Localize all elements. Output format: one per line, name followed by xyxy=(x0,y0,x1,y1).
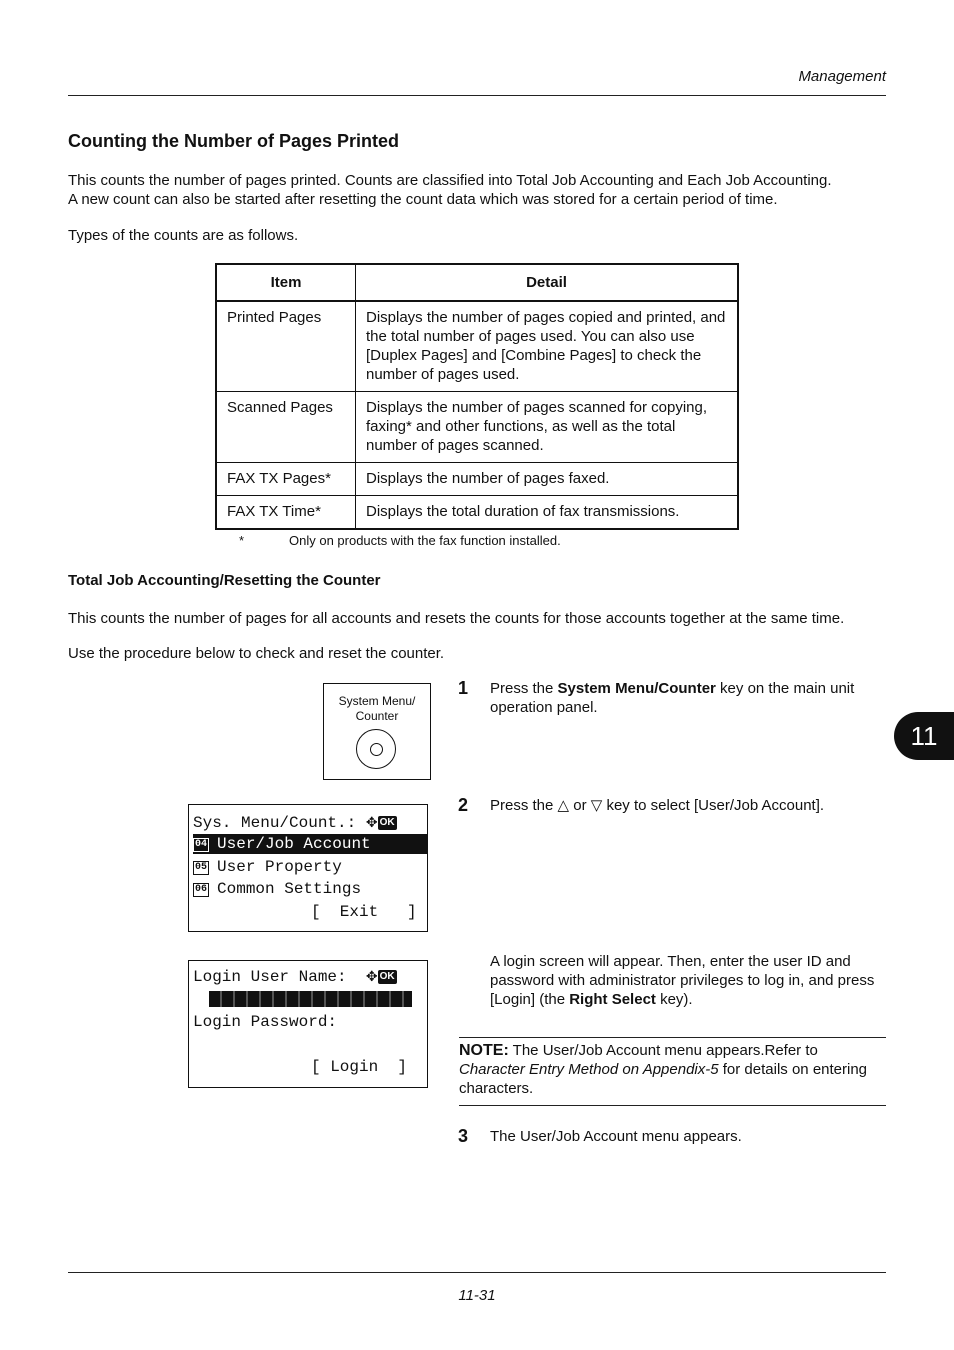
table-cell-item: FAX TX Time* xyxy=(216,496,356,530)
table-cell-detail: Displays the number of pages faxed. xyxy=(356,463,739,496)
intro-line-1: This counts the number of pages printed. Counts are classified into Total Job Accounting and Each Job Accounting. xyxy=(68,172,832,189)
table-cell-detail: Displays the number of pages scanned for copying, faxing* and other functions, as well as the total number of pages scanned. xyxy=(356,392,739,463)
lcd-system-menu-screen xyxy=(188,804,428,932)
round-key-icon xyxy=(356,729,396,769)
table-cell-detail: Displays the number of pages copied and printed, and the total number of pages used. You can also use [Duplex Pages] and [Combine Pages] to check the number of pages used. xyxy=(356,301,739,392)
system-menu-counter-key-illustration xyxy=(323,683,431,780)
table-cell-detail: Displays the total duration of fax transmissions. xyxy=(356,496,739,530)
step-number-2: 2 xyxy=(458,795,469,815)
lcd-softkey-exit: [ Exit ] xyxy=(311,903,417,921)
footnote-mark: * xyxy=(239,533,245,548)
step-text-3: The User/Job Account menu appears. xyxy=(490,1128,742,1145)
note-bottom-rule xyxy=(459,1105,886,1106)
section-title: Counting the Number of Pages Printed xyxy=(68,131,400,151)
step-text-1: Press the System Menu/Counter key on the main unit operation panel. xyxy=(490,680,855,716)
panel-key-label xyxy=(324,694,430,724)
note-top-rule xyxy=(459,1037,886,1038)
lcd-menu-item-selected: 04 User/Job Account xyxy=(193,834,427,854)
footer-rule xyxy=(68,1272,886,1273)
lcd-title-row: Sys. Menu/Count.: ✥ OK xyxy=(193,814,395,832)
lcd-login-screen xyxy=(188,960,428,1088)
lcd-login-title-row: Login User Name: ✥ OK xyxy=(193,968,395,986)
ok-icon: OK xyxy=(379,971,395,982)
footnote-text: Only on products with the fax function installed. xyxy=(289,533,561,548)
intro-line-2: A new count can also be started after resetting the count data which was stored for a certain period of time. xyxy=(68,191,778,208)
step-number-3: 3 xyxy=(458,1126,469,1146)
table-cell-item: Scanned Pages xyxy=(216,392,356,463)
table-row xyxy=(216,463,738,496)
table-cell-item: FAX TX Pages* xyxy=(216,463,356,496)
column-header-detail: Detail xyxy=(356,264,739,301)
table-header-row xyxy=(216,264,738,301)
column-header-item: Item xyxy=(216,264,356,301)
panel-label-line-1: System Menu/ xyxy=(338,694,416,708)
table-cell-item: Printed Pages xyxy=(216,301,356,392)
header-rule xyxy=(68,95,886,96)
subsection-para-1: This counts the number of pages for all accounts and resets the counts for those accounts together at the same time. xyxy=(68,610,845,627)
page-number: 11-31 xyxy=(458,1287,496,1304)
lcd-password-label: Login Password: xyxy=(193,1013,338,1031)
login-instruction: A login screen will appear. Then, enter the user ID and password with administrator privileges to log in, and press [Login] (the Right Select key). xyxy=(490,953,875,1008)
lcd-menu-item: 06 Common Settings xyxy=(195,880,362,898)
table-row xyxy=(216,496,738,530)
chapter-tab: 11 xyxy=(894,712,954,760)
ok-icon: OK xyxy=(379,817,395,828)
subsection-title: Total Job Accounting/Resetting the Counter xyxy=(68,572,381,589)
lcd-menu-item: 05 User Property xyxy=(195,858,342,876)
user-name-entry-field xyxy=(209,991,412,1007)
step-number-1: 1 xyxy=(458,678,469,698)
subsection-para-2: Use the procedure below to check and reset the counter. xyxy=(68,645,445,662)
note-box: NOTE: The User/Job Account menu appears.Refer to Character Entry Method on Appendix-5 for details on entering characters. xyxy=(459,1042,868,1097)
table-row xyxy=(216,301,738,392)
count-types-table xyxy=(215,263,739,530)
four-way-arrow-icon: ✥ xyxy=(365,969,378,985)
running-header: Management xyxy=(798,68,886,85)
panel-label-line-2: Counter xyxy=(355,709,399,723)
types-intro: Types of the counts are as follows. xyxy=(68,227,299,244)
lcd-softkey-login: [ Login ] xyxy=(311,1058,408,1076)
four-way-arrow-icon: ✥ xyxy=(365,815,378,831)
step-text-2: Press the △ or ▽ key to select [User/Job Account]. xyxy=(490,797,825,814)
table-row xyxy=(216,392,738,463)
